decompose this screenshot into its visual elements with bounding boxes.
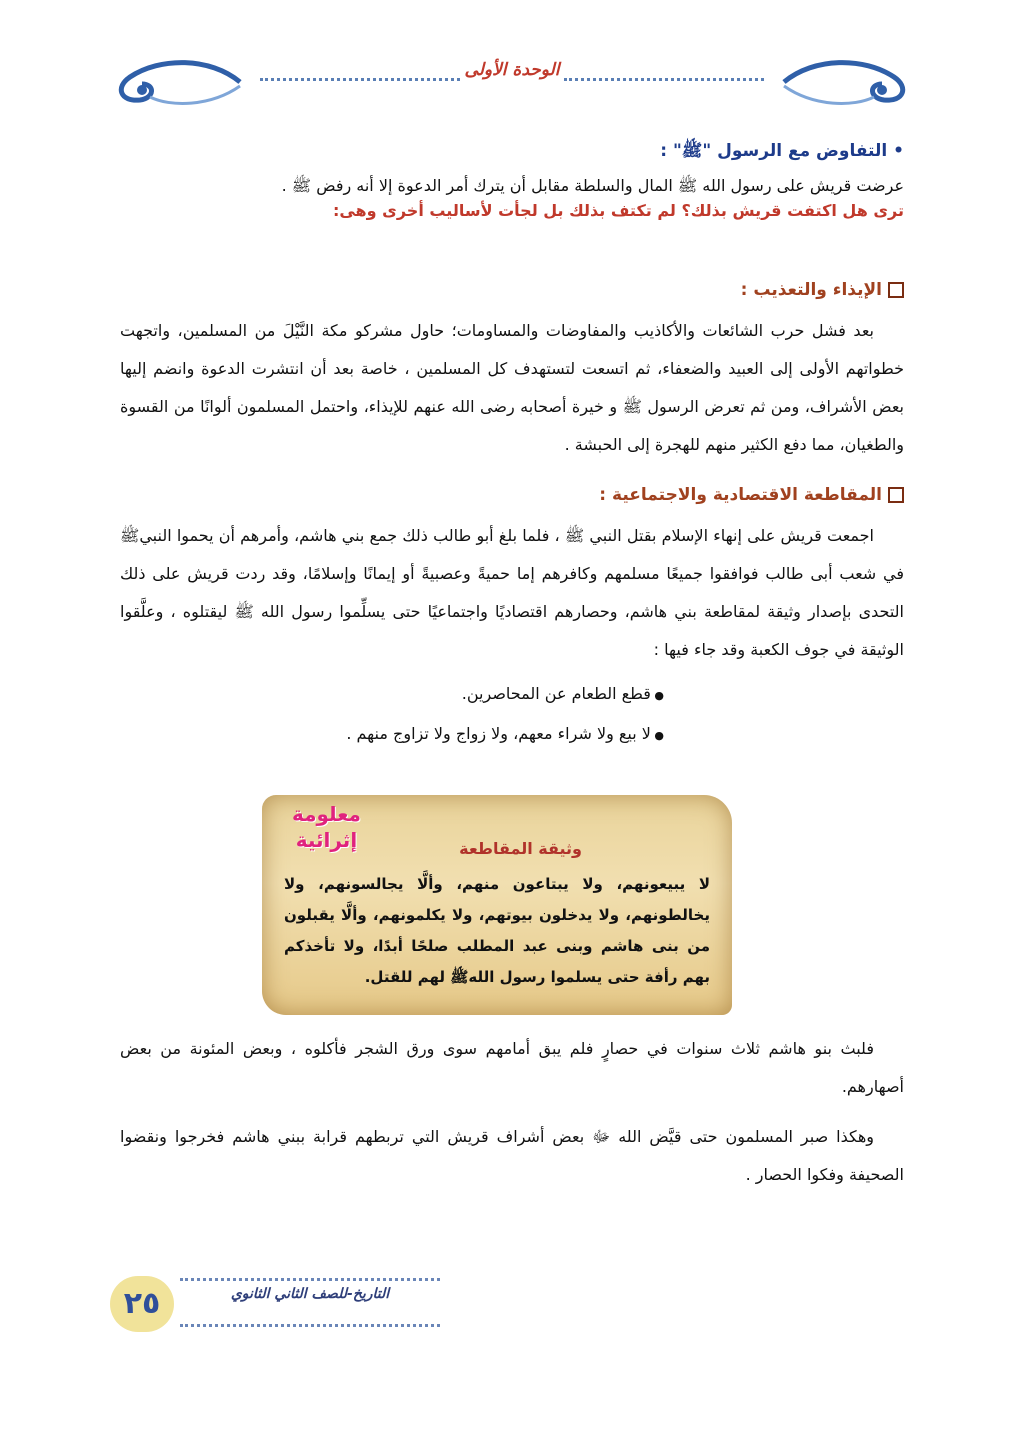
boycott-list xyxy=(120,675,904,755)
boycott-heading-label: المقاطعة الاقتصادية والاجتماعية : xyxy=(599,485,882,505)
boycott-section xyxy=(120,485,904,755)
header-dots-right xyxy=(564,78,764,81)
negotiation-heading: • التفاوض مع الرسول "ﷺ" : xyxy=(660,141,904,161)
negotiation-question: ترى هل اكتفت قريش بذلك؟ لم تكتف بذلك بل لجأت لأساليب أخرى وهى: xyxy=(332,201,904,220)
torture-section xyxy=(120,280,904,464)
document-text: لا يبيعونهم، ولا يبتاعون منهم، وألَّا يجالسونهم، ولا يخالطونهم، ولا يدخلون بيوتهم، ولا يكلمونهم، وألَّا يقبلون من بنى هاشم وبنى عبد المطلب صلحًا أبدًا، ولا تأخذكم بهم رأفة حتى يسلموا رسول اللهﷺ لهم للقتل. xyxy=(284,875,710,986)
document-title: وثيقة المقاطعة xyxy=(459,839,582,858)
list-item: ● لا بيع ولا شراء معهم، ولا زواج ولا تزاوج منهم . xyxy=(120,715,904,755)
siege-section xyxy=(120,1030,904,1194)
boycott-text: اجمعت قريش على إنهاء الإسلام بقتل النبي ﷺ ، فلما بلغ أبو طالب ذلك جمع بني هاشم، وأمرهم أن يحموا النبيﷺ في شعب أبى طالب فوافقوا جميعًا مسلمهم وكافرهم إما حميةً وعصبيةً أو إيمانًا وإسلامًا، وقد ردت قريش على ذلك التحدى بإصدار وثيقة لمقاطعة بني هاشم، وحصارهم اقتصاديًا واجتماعيًا حتى يسلِّموا رسول الله ﷺ ليقتلوه ، وعلَّقوا الوثيقة في جوف الكعبة وقد جاء فيها : xyxy=(120,526,904,659)
book-title: التاريخ-للصف الثاني الثانوي xyxy=(230,1286,390,1302)
checkbox-square-icon xyxy=(888,487,904,503)
footer-dots-bottom xyxy=(180,1324,440,1327)
siege-para-2: وهكذا صبر المسلمون حتى قيَّض الله ﷻ بعض أشراف قريش التي تربطهم قرابة ببني هاشم فخرجوا ونقضوا الصحيفة وفكوا الحصار . xyxy=(120,1127,904,1184)
checkbox-square-icon xyxy=(888,282,904,298)
boycott-heading xyxy=(120,485,904,505)
siege-para-1: فلبث بنو هاشم ثلاث سنوات في حصارٍ فلم يبق أمامهم سوى ورق الشجر فأكلوه ، وبعض المئونة من بعض أصهارهم. xyxy=(120,1039,904,1096)
ornament-right-icon xyxy=(774,52,924,112)
torture-heading-label: الإيذاء والتعذيب : xyxy=(740,280,882,300)
badge-line-1: معلومة xyxy=(292,802,361,826)
torture-heading xyxy=(120,280,904,300)
enrichment-scroll xyxy=(262,795,732,1015)
badge-line-2: إثرائية xyxy=(295,828,358,852)
torture-text: بعد فشل حرب الشائعات والأكاذيب والمفاوضات والمساومات؛ حاول مشركو مكة النَّيْلَ من المسلمين، واتجهت خطواتهم الأولى إلى العبيد والضعفاء، ثم اتسعت لتستهدف كل المسلمين ، خاصة بعد أن انتشرت الدعوة وانضم إليها بعض الأشراف، ومن ثم تعرض الرسول ﷺ و خيرة أصحابه رضى الله عنهم للإيذاء، واحتمل المسلمون ألوانًا من القسوة والطغيان، مما دفع الكثير منهم للهجرة إلى الحبشة . xyxy=(120,321,904,454)
enrichment-badge xyxy=(292,801,361,853)
page-header xyxy=(100,52,924,112)
page-number: ٢٥ xyxy=(110,1276,174,1332)
list-item: ● قطع الطعام عن المحاصرين. xyxy=(120,675,904,715)
negotiation-text: عرضت قريش على رسول الله ﷺ المال والسلطة مقابل أن يترك أمر الدعوة إلا أنه رفض ﷺ . xyxy=(281,176,904,195)
page-footer xyxy=(110,1272,440,1342)
negotiation-section xyxy=(120,140,904,220)
unit-title: الوحدة الأولى xyxy=(464,60,560,80)
footer-dots-top xyxy=(180,1278,440,1281)
